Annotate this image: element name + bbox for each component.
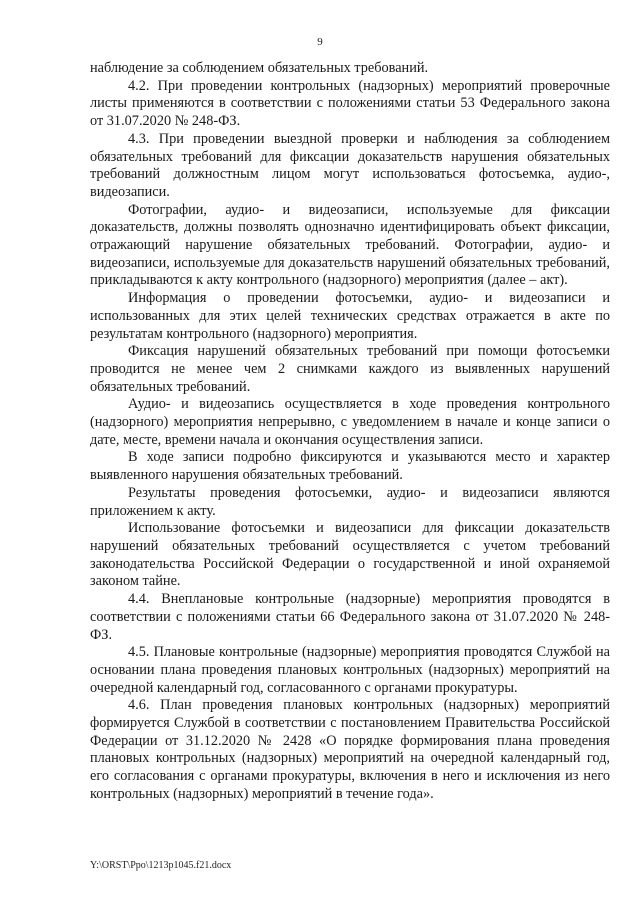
paragraph: 4.4. Внеплановые контрольные (надзорные) мероприятия проводятся в соответствии с положениями статьи 66 Федерального закона от 31.07.2020 № 248-ФЗ. (90, 591, 610, 643)
paragraph: Использование фотосъемки и видеозаписи для фиксации доказательств нарушений обязательных требований осуществляется с учетом требований законодательства Российской Федерации о государственной и иной охраняемой законом тайне. (90, 520, 610, 590)
paragraph: 4.6. План проведения плановых контрольных (надзорных) мероприятий формируется Службой в соответствии с постановлением Правительства Российской Федерации от 31.12.2020 № 2428 «О порядке формирования плана проведения плановых контрольных (надзорных) мероприятий на очередной календарный год, его согласования с органами прокуратуры, включения в него и исключения из него контрольных (надзорных) мероприятий в течение года». (90, 697, 610, 802)
paragraph: Информация о проведении фотосъемки, аудио- и видеозаписи и использованных для этих целей технических средствах отражается в акте по результатам контрольного (надзорного) мероприятия. (90, 290, 610, 342)
paragraph: В ходе записи подробно фиксируются и указываются место и характер выявленного нарушения обязательных требований. (90, 449, 610, 484)
paragraph: Аудио- и видеозапись осуществляется в ходе проведения контрольного (надзорного) мероприятия непрерывно, с уведомлением в начале и конце записи о дате, месте, времени начала и окончания осуществления записи. (90, 396, 610, 448)
paragraph: Результаты проведения фотосъемки, аудио- и видеозаписи являются приложением к акту. (90, 484, 610, 519)
paragraph: наблюдение за соблюдением обязательных требований. (90, 60, 429, 76)
file-path-footer: Y:\ORST\Ppo\1213p1045.f21.docx (90, 860, 232, 871)
paragraph: Фиксация нарушений обязательных требований при помощи фотосъемки проводится не менее чем 2 снимками каждого из выявленных нарушений обязательных требований. (90, 343, 610, 395)
paragraph: 4.3. При проведении выездной проверки и наблюдения за соблюдением обязательных требований для фиксации доказательств нарушения обязательных требований должностным лицом могут использоваться фотосъемка, аудио-, видеозаписи. (90, 130, 610, 200)
document-body (90, 60, 610, 804)
page-number: 9 (317, 36, 323, 48)
paragraph: 4.5. Плановые контрольные (надзорные) мероприятия проводятся Службой на основании плана проведения плановых контрольных (надзорных) мероприятий на очередной календарный год, согласованного с органами прокуратуры. (90, 644, 610, 696)
paragraph: 4.2. При проведении контрольных (надзорных) мероприятий проверочные листы применяются в соответствии с положениями статьи 53 Федерального закона от 31.07.2020 № 248-ФЗ. (90, 77, 610, 130)
paragraph: Фотографии, аудио- и видеозаписи, используемые для фиксации доказательств, должны позволять однозначно идентифицировать объект фиксации, отражающий нарушение обязательных требований. Фотографии, аудио- и видеозаписи, используемые для доказательств нарушений обязательных требований, прикладываются к акту контрольного (надзорного) мероприятия (далее – акт). (90, 201, 610, 289)
